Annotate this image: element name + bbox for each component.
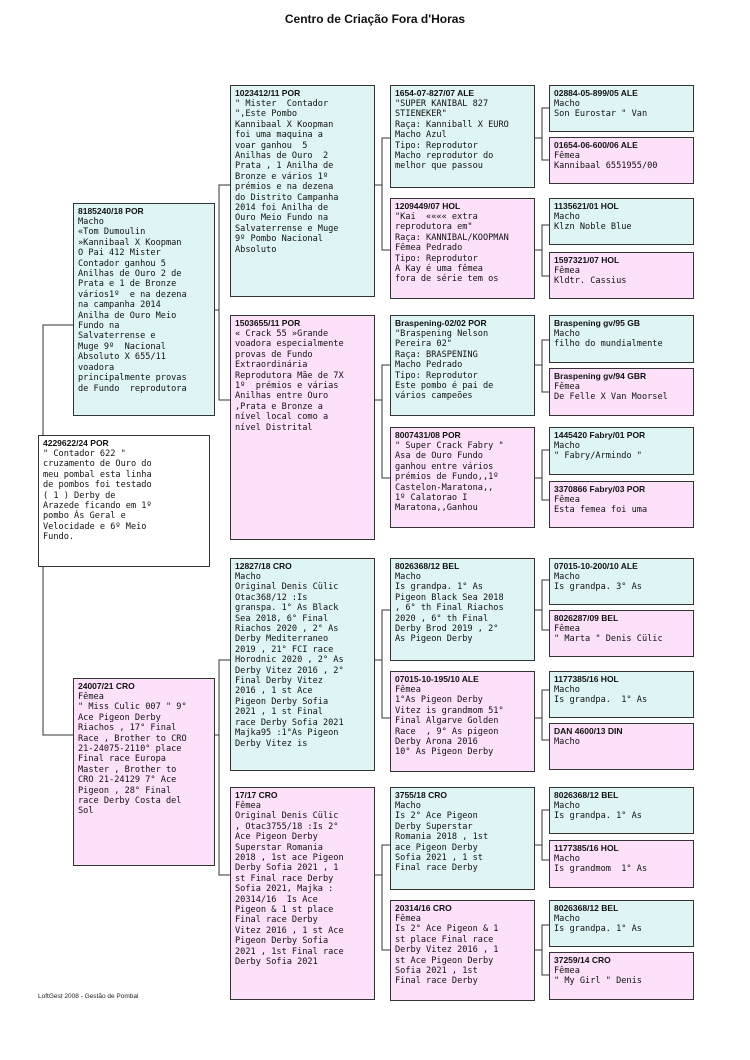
great-grandparent-ring: 3755/18 CRO bbox=[395, 790, 447, 800]
great-grandparent-text: "Braspening Nelson Pereira 02" Raça: BRASPENING Macho Pedrado Tipo: Reprodutor Este pombo é pai de vários campeões bbox=[395, 329, 494, 402]
great-grandparent-text: "Kai «««« extra reprodutora em" Raça: KANNIBAL/KOOPMAN Fêmea Pedrado Tipo: Reprodutor A Kay é uma fêmea fora de série tem os bbox=[395, 212, 509, 285]
great-great-grandparent-ring: 02884-05-899/05 ALE bbox=[554, 88, 638, 98]
dam-ring: 24007/21 CRO bbox=[78, 681, 135, 691]
great-great-grandparent-text: Fêmea " Marta " Denis Cülic bbox=[554, 624, 663, 645]
sire-text: Macho «Tom Dumoulin »Kannibaal X Koopman O Pai 412 Mister Contador ganhou 5 Anilhas de Ouro 2 de Prata e 1 de Bronze vários1º e na dezena na campanha 2014 Anilha de Ouro Meio Fundo na Salvaterrense e Muge 9º Nacional Absoluto X 655/11 voadora principalmente provas de Fundo reprodutora bbox=[78, 217, 187, 394]
great-great-grandparent-ring: 3370866 Fabry/03 POR bbox=[554, 484, 646, 494]
great-great-grandparent-ring: Braspening gv/95 GB bbox=[554, 318, 640, 328]
grandparent-ring: 17/17 CRO bbox=[235, 790, 278, 800]
grandparent-ring: 1503655/11 POR bbox=[235, 318, 301, 328]
great-grandparent-ring: 8007431/08 POR bbox=[395, 430, 461, 440]
grandparent-card bbox=[230, 558, 375, 771]
subject-text: " Contador 622 " cruzamento de Ouro do meu pombal esta linha de pombos foi testado ( 1 ) Derby de Arazede ficando em 1º pombo Ás Geral e Velocidade e 6º Meio Fundo. bbox=[43, 449, 152, 543]
great-grandparent-text: Fêmea Is 2° Ace Pigeon & 1 st place Final race Derby Vitez 2016 , 1 st Ace Pigeon Derby Sofia 2021 , 1st Final race Derby bbox=[395, 914, 499, 987]
great-great-grandparent-ring: Braspening gv/94 GBR bbox=[554, 371, 647, 381]
great-great-grandparent-card bbox=[549, 368, 694, 416]
great-grandparent-card bbox=[390, 900, 535, 1001]
great-great-grandparent-card bbox=[549, 723, 694, 770]
subject-ring: 4229622/24 POR bbox=[43, 438, 109, 448]
great-great-grandparent-card bbox=[549, 427, 694, 475]
great-great-grandparent-ring: 01654-06-600/06 ALE bbox=[554, 140, 638, 150]
great-great-grandparent-text: Macho filho do mundialmente bbox=[554, 329, 663, 350]
great-great-grandparent-card bbox=[549, 85, 694, 132]
great-grandparent-card bbox=[390, 671, 535, 772]
great-grandparent-text: " Super Crack Fabry " Asa de Ouro Fundo ganhou entre vários prémios de Fundo,,1º Castelon-Maratona,, 1º Calatorao I Maratona,,Ganhou bbox=[395, 441, 504, 514]
great-great-grandparent-text: Macho Is grandpa. 3° As bbox=[554, 572, 642, 593]
great-great-grandparent-card bbox=[549, 558, 694, 605]
grandparent-ring: 1023412/11 POR bbox=[235, 88, 301, 98]
grandparent-card bbox=[230, 85, 375, 297]
great-grandparent-ring: 07015-10-195/10 ALE bbox=[395, 674, 479, 684]
grandparent-text: Macho Original Denis Cülic Otac368/12 :Is granspa. 1° As Black Sea 2018, 6° Final Riachos 2020 , 2° As Derby Mediterraneo 2019 , 21° FCI race Horodnic 2020 , 2° As Derby Vitez 2016 , 2° Final Derby Vitez 2016 , 1 st Ace Pigeon Derby Sofia 2021 , 1 st Final race Derby Sofia 2021 Majka95 :1°As Pigeon Derby Vitez is bbox=[235, 572, 344, 749]
great-great-grandparent-card bbox=[549, 610, 694, 657]
great-great-grandparent-text: Macho Son Eurostar " Van bbox=[554, 99, 648, 120]
great-great-grandparent-ring: 1177385/16 HOL bbox=[554, 674, 619, 684]
great-grandparent-text: Fêmea 1°As Pigeon Derby Vitez is grandmom 51° Final Algarve Golden Race , 9° As pigeon Derby Arona 2016 10° As Pigeon Derby bbox=[395, 685, 504, 758]
great-great-grandparent-card bbox=[549, 315, 694, 363]
great-great-grandparent-card bbox=[549, 952, 694, 1000]
dam-text: Fêmea " Miss Culic 007 " 9° Ace Pigeon Derby Riachos , 17° Final Race , Brother to CRO 21-24075-2110° place Final race Europa Master , Brother to CRO 21-24129 7° Ace Pigeon , 28° Final race Derby Costa del Sol bbox=[78, 692, 187, 817]
grandparent-card bbox=[230, 315, 375, 540]
great-great-grandparent-ring: 1177385/16 HOL bbox=[554, 843, 619, 853]
great-great-grandparent-text: Macho Is grandpa. 1° As bbox=[554, 914, 642, 935]
great-grandparent-card bbox=[390, 315, 535, 416]
great-great-grandparent-card bbox=[549, 137, 694, 184]
grandparent-ring: 12827/18 CRO bbox=[235, 561, 292, 571]
great-great-grandparent-text: Macho Klzn Noble Blue bbox=[554, 212, 632, 233]
dam-card bbox=[73, 678, 215, 866]
great-grandparent-text: Macho Is 2° Ace Pigeon Derby Superstar Romania 2018 , 1st ace Pigeon Derby Sofia 2021 , 1 st Final race Derby bbox=[395, 801, 489, 874]
great-grandparent-card bbox=[390, 198, 535, 299]
great-great-grandparent-text: Macho Is grandpa. 1° As bbox=[554, 801, 642, 822]
great-great-grandparent-text: Macho bbox=[554, 737, 580, 747]
sire-card bbox=[73, 203, 215, 416]
great-great-grandparent-card bbox=[549, 787, 694, 834]
grandparent-text: " Mister Contador ",Este Pombo Kannibaal X Koopman foi uma maquina a voar ganhou 5 Anilhas de Ouro 2 Prata , 1 Anilha de Bronze e vários 1º prémios e na dezena do Distrito Campanha 2014 foi Anilha de Ouro Meio Fundo na Salvaterrense e Muge 9º Pombo Nacional Absoluto bbox=[235, 99, 339, 255]
great-grandparent-ring: 8026368/12 BEL bbox=[395, 561, 460, 571]
great-great-grandparent-ring: 8026368/12 BEL bbox=[554, 903, 619, 913]
great-great-grandparent-card bbox=[549, 840, 694, 888]
great-great-grandparent-text: Fêmea Kannibaal 6551955/00 bbox=[554, 151, 658, 172]
great-great-grandparent-text: Fêmea De Felle X Van Moorsel bbox=[554, 382, 668, 403]
sire-ring: 8185240/18 POR bbox=[78, 206, 144, 216]
great-great-grandparent-ring: 8026368/12 BEL bbox=[554, 790, 619, 800]
great-great-grandparent-text: Fêmea Esta femea foi uma bbox=[554, 495, 648, 516]
great-great-grandparent-ring: 1445420 Fabry/01 POR bbox=[554, 430, 646, 440]
great-great-grandparent-ring: 37259/14 CRO bbox=[554, 955, 611, 965]
great-grandparent-card bbox=[390, 85, 535, 188]
great-great-grandparent-ring: 1597321/07 HOL bbox=[554, 255, 620, 265]
great-great-grandparent-ring: 07015-10-200/10 ALE bbox=[554, 561, 638, 571]
great-great-grandparent-card bbox=[549, 900, 694, 947]
great-grandparent-card bbox=[390, 558, 535, 661]
great-great-grandparent-text: Macho " Fabry/Armindo " bbox=[554, 441, 642, 462]
great-great-grandparent-card bbox=[549, 481, 694, 528]
great-grandparent-ring: 20314/16 CRO bbox=[395, 903, 452, 913]
page-title: Centro de Criação Fora d'Horas bbox=[284, 12, 466, 26]
grandparent-text: « Crack 55 »Grande voadora especialmente provas de Fundo Extraordinária Reprodutora Mãe de 7X 1º prémios e várias Anilhas entre Ouro ,Prata e Bronze a nível local como a nível Distrital bbox=[235, 329, 344, 433]
great-great-grandparent-ring: DAN 4600/13 DIN bbox=[554, 726, 623, 736]
grandparent-card bbox=[230, 787, 375, 1000]
great-great-grandparent-text: Macho Is grandpa. 1° As bbox=[554, 685, 648, 706]
great-great-grandparent-text: Fêmea Kldtr. Cassius bbox=[554, 266, 627, 287]
great-great-grandparent-text: Macho Is grandmom 1° As bbox=[554, 854, 648, 875]
great-grandparent-ring: 1209449/07 HOL bbox=[395, 201, 461, 211]
great-grandparent-ring: 1654-07-827/07 ALE bbox=[395, 88, 475, 98]
great-great-grandparent-ring: 8026287/09 BEL bbox=[554, 613, 619, 623]
great-grandparent-card bbox=[390, 787, 535, 890]
great-great-grandparent-text: Fêmea " My Girl " Denis bbox=[554, 966, 642, 987]
great-great-grandparent-card bbox=[549, 671, 694, 718]
great-grandparent-card bbox=[390, 427, 535, 528]
subject-card bbox=[38, 435, 210, 567]
great-grandparent-text: Macho Is grandpa. 1° As Pigeon Black Sea 2018 , 6° th Final Riachos 2020 , 6° th Final Derby Brod 2019 , 2° As Pigeon Derby bbox=[395, 572, 504, 645]
great-grandparent-text: "SUPER KANIBAL 827 STIENEKER" Raça: Kanniball X EURO Macho Azul Tipo: Reprodutor Macho reprodutor do melhor que passou bbox=[395, 99, 509, 172]
great-great-grandparent-ring: 1135621/01 HOL bbox=[554, 201, 619, 211]
great-great-grandparent-card bbox=[549, 252, 694, 299]
footer-credit: LoftGest 2008 - Gestão de Pombal bbox=[38, 993, 139, 1000]
grandparent-text: Fêmea Original Denis Cülic , Otac3755/18 :Is 2° Ace Pigeon Derby Superstar Romania 2018 , 1st ace Pigeon Derby Sofia 2021 , 1 st Final race Derby Sofia 2021, Majka : 20314/16 Is Ace Pigeon & 1 st place Final race Derby Vitez 2016 , 1 st Ace Pigeon Derby Sofia 2021 , 1st Final race Derby Sofia 2021 bbox=[235, 801, 344, 968]
great-grandparent-ring: Braspening-02/02 POR bbox=[395, 318, 487, 328]
great-great-grandparent-card bbox=[549, 198, 694, 245]
